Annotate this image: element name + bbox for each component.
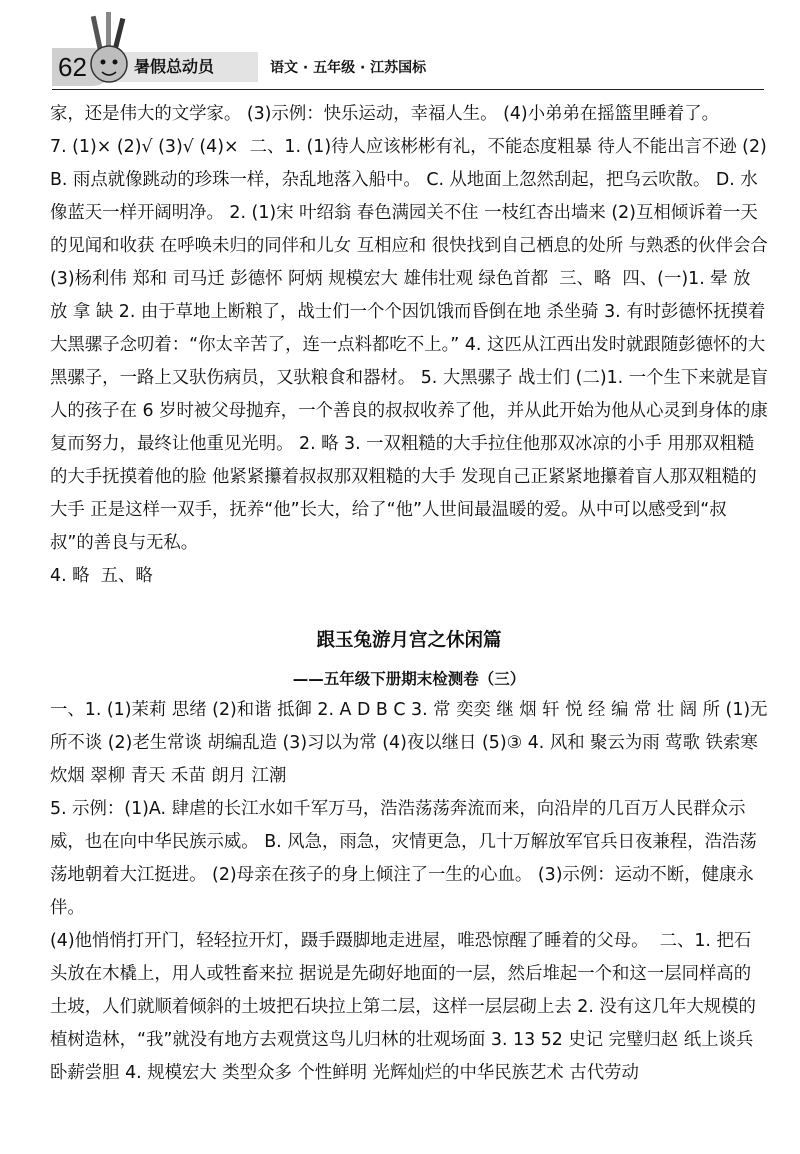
header-divider xyxy=(52,89,764,90)
answers-top-text: 家，还是伟大的文学家。 (3)示例：快乐运动，幸福人生。 (4)小弟弟在摇篮里睡着了。 7. (1)× (2)√ (3)√ (4)× 二、1. (1)待人应该彬彬有礼，不能态度粗暴 待人不能出言不逊 (2)B. 雨点就像跳动的珍珠一样，杂乱地落入船中。 C. 从地面上忽然刮起，把乌云吹散。 D. 水像蓝天一样开阔明净。 2. (1)宋 叶绍翁 春色满园关不住 一枝红杏出墙来 (2)互相倾诉着一天的见闻和收获 在呼唤未归的同伴和儿女 互相应和 很快找到自己栖息的处所 与熟悉的伙伴会合 (3)杨利伟 郑和 司马迁 彭德怀 阿炳 规模宏大 雄伟壮观 绿色首都 三、略 四、(一)1. 晕 放 放 拿 缺 2. 由于草地上断粮了，战士们一个个因饥饿而昏倒在地 杀坐骑 3. 有时彭德怀抚摸着大黑骡子念叨着：“你太辛苦了，连一点料都吃不上。” 4. 这匹从江西出发时就跟随彭德怀的大黑骡子，一路上又驮伤病员，又驮粮食和器材。 5. 大黑骡子 战士们 (二)1. 一个生下来就是盲人的孩子在 6 岁时被父母抛弃，一个善良的叔叔收养了他，并从此开始为他从心灵到身体的康复而努力，最终让他重见光明。 2. 略 3. 一双粗糙的大手拉住他那双冰凉的小手 用那双粗糙的大手抚摸着他的脸 他紧紧攥着叔叔那双粗糙的大手 发现自己正紧紧地攥着盲人那双粗糙的大手 正是这样一双手，抚养“他”长大，给了“他”人世间最温暖的爱。从中可以感受到“叔叔”的善良与无私。 4. 略 五、略 xyxy=(50,104,768,586)
subject-info: 语文 · 五年级 · 江苏国标 xyxy=(270,60,427,76)
page-number: 62 xyxy=(52,48,112,86)
answers-bottom-text: 一、1. (1)茉莉 思绪 (2)和谐 抵御 2. A D B C 3. 常 奕奕 继 烟 轩 悦 经 编 常 壮 阔 所 (1)无所不谈 (2)老生常谈 胡编乱造 (3)习以为常 (4)夜以继日 (5)③ 4. 风和 聚云为雨 莺歌 铁索寒 炊烟 翠柳 青天 禾苗 朗月 江潮 5. 示例：(1)A. 肆虐的长江水如千军万马，浩浩荡荡奔流而来，向沿岸的几百万人民群众示威，也在向中华民族示威。 B. 风急，雨急，灾情更急，几十万解放军官兵日夜兼程，浩浩荡荡地朝着大江挺进。 (2)母亲在孩子的身上倾注了一生的心血。 (3)示例：运动不断，健康永伴。 (4)他悄悄打开门，轻轻拉开灯，蹑手蹑脚地走进屋，唯恐惊醒了睡着的父母。 二、1. 把石头放在木橇上，用人或牲畜来拉 据说是先砌好地面的一层，然后堆起一个和这一层同样高的土坡，人们就顺着倾斜的土坡把石块拉上第二层，这样一层层砌上去 2. 没有这几年大规模的植树造林，“我”就没有地方去观赏这鸟儿归林的壮观场面 3. 13 52 史记 完璧归赵 纸上谈兵 卧薪尝胆 4. 规模宏大 类型众多 个性鲜明 光辉灿烂的中华民族艺术 古代劳动 xyxy=(50,700,768,1083)
page-content xyxy=(50,98,768,1090)
page-header xyxy=(0,0,800,92)
pencil-cup-mascot-icon xyxy=(86,12,132,86)
series-title: 暑假总动员 xyxy=(134,57,215,76)
section-subtitle: ——五年级下册期末检测卷（三） xyxy=(292,670,526,688)
section-title: 跟玉兔游月宫之休闲篇 xyxy=(316,630,502,651)
